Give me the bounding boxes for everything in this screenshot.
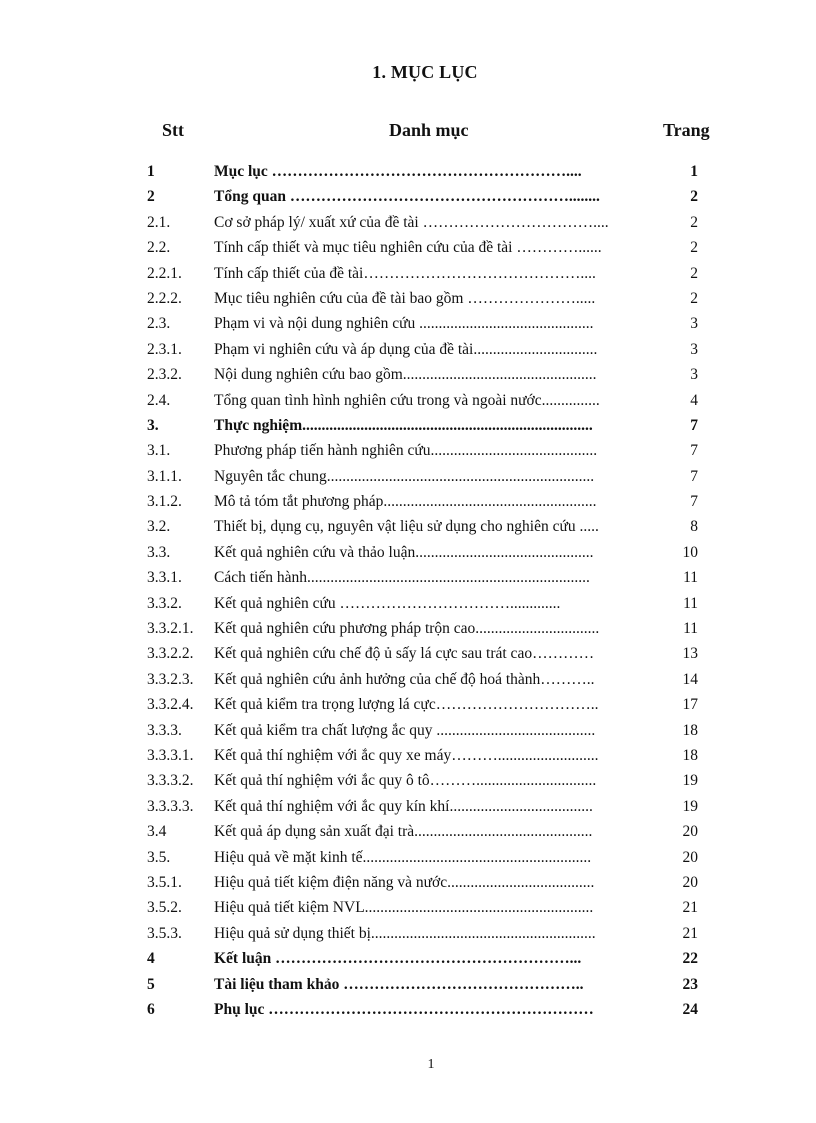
toc-entry-number: 3.5.3. [147, 924, 182, 942]
toc-entry-title: Phụ lục ……………………………………………………… [214, 1000, 594, 1018]
toc-entry [0, 845, 816, 870]
toc-entry-title: Thiết bị, dụng cụ, nguyên vật liệu sử dụng cho nghiên cứu ..... [214, 518, 599, 536]
toc-entry [0, 438, 816, 463]
header-danh-muc: Danh mục [389, 120, 469, 140]
toc-entry-number: 2.3.2. [147, 366, 182, 384]
toc-entry-page: 14 [682, 670, 698, 688]
toc-entry [0, 616, 816, 641]
toc-entry [0, 921, 816, 946]
toc-entry-number: 3.3.2.1. [147, 620, 194, 638]
toc-entry [0, 286, 816, 311]
toc-entry-title: Hiệu quả sử dụng thiết bị.......................................................... [214, 924, 596, 942]
toc-entry-title: Cơ sở pháp lý/ xuất xứ của đề tài …………………………….... [214, 213, 609, 231]
toc-entry [0, 946, 816, 971]
toc-entry-title: Kết quả áp dụng sản xuất đại trà.............................................. [214, 823, 593, 841]
toc-entry-title: Nội dung nghiên cứu bao gồm.................................................. [214, 366, 597, 384]
toc-entry [0, 692, 816, 717]
toc-entry-page: 3 [690, 315, 698, 333]
toc-entry-page: 2 [690, 264, 698, 282]
toc-entry-title: Tính cấp thiết và mục tiêu nghiên cứu của đề tài …………...... [214, 239, 602, 257]
toc-entry [0, 641, 816, 666]
toc-entry-page: 13 [682, 645, 698, 663]
toc-entry [0, 388, 816, 413]
toc-entry-number: 2.1. [147, 213, 171, 231]
toc-entry-page: 20 [682, 873, 698, 891]
toc-entry-page: 7 [690, 442, 698, 460]
toc-entry [0, 591, 816, 616]
toc-entry-page: 11 [683, 620, 698, 638]
toc-entry-title: Kết quả nghiên cứu chế độ ủ sấy lá cực sau trát cao………… [214, 645, 595, 663]
toc-entry-title: Tổng quan tình hình nghiên cứu trong và ngoài nước............... [214, 391, 600, 409]
toc-entry [0, 819, 816, 844]
toc-entry [0, 261, 816, 286]
toc-entry-page: 20 [682, 848, 698, 866]
toc-entry-number: 6 [147, 1000, 155, 1018]
toc-entry [0, 362, 816, 387]
toc-entry-number: 3.5. [147, 848, 171, 866]
toc-entry-number: 1 [147, 163, 155, 180]
toc-entry-title: Phương pháp tiến hành nghiên cứu........................................... [214, 442, 598, 460]
toc-entry [0, 895, 816, 920]
toc-entry-title: Hiệu quả tiết kiệm điện năng và nước...................................... [214, 873, 595, 891]
toc-entry [0, 159, 816, 184]
toc-entry [0, 311, 816, 336]
toc-entry [0, 337, 816, 362]
toc-entry-number: 3.2. [147, 518, 171, 536]
toc-entry-page: 18 [682, 721, 698, 739]
toc-entry-title: Kết luận …………………………………………………... [214, 950, 582, 968]
toc-entry-number: 5 [147, 975, 155, 993]
toc-entry-page: 1 [690, 163, 698, 180]
toc-entry-page: 11 [683, 594, 698, 612]
toc-entry [0, 413, 816, 438]
toc-entry-page: 3 [690, 366, 698, 384]
toc-entry-title: Tổng quan ………………………………………………........ [214, 188, 600, 206]
toc-entry-page: 3 [690, 340, 698, 358]
toc-entry-page: 8 [690, 518, 698, 536]
toc-entry-page: 23 [682, 975, 698, 993]
toc-entry-number: 2.2.2. [147, 289, 182, 307]
toc-entry-page: 2 [690, 239, 698, 257]
toc-entry [0, 489, 816, 514]
toc-entry [0, 794, 816, 819]
toc-entry-page: 2 [690, 188, 698, 206]
toc-entry [0, 514, 816, 539]
toc-entry-number: 3.5.2. [147, 899, 182, 917]
toc-entry [0, 464, 816, 489]
toc-entry-page: 4 [690, 391, 698, 409]
toc-entry-number: 3.4 [147, 823, 167, 841]
toc-entry-title: Kết quả thí nghiệm với ắc quy xe máy……….......................... [214, 746, 599, 764]
page-number: 1 [427, 1057, 435, 1072]
toc-entry [0, 565, 816, 590]
toc-entry-title: Tài liệu tham khảo ……………………………………….. [214, 975, 584, 993]
toc-entry-page: 19 [682, 797, 698, 815]
toc-entry-title: Kết quả nghiên cứu phương pháp trộn cao................................ [214, 620, 600, 638]
toc-entry [0, 235, 816, 260]
toc-entry-page: 10 [682, 543, 698, 561]
toc-entry-number: 3.3.1. [147, 569, 182, 587]
toc-entry-number: 3.3.3.2. [147, 772, 194, 790]
toc-entry [0, 997, 816, 1022]
toc-entry-page: 2 [690, 213, 698, 231]
toc-entry-number: 2.2.1. [147, 264, 182, 282]
toc-entry-title: Kết quả kiểm tra chất lượng ắc quy ......................................... [214, 721, 596, 739]
toc-entry [0, 667, 816, 692]
toc-entry-number: 3.3.2. [147, 594, 182, 612]
toc-entry-page: 21 [682, 924, 698, 942]
toc-entry-page: 7 [690, 416, 698, 434]
toc-entry-page: 21 [682, 899, 698, 917]
toc-entry-title: Phạm vi và nội dung nghiên cứu ............................................. [214, 315, 594, 333]
page-title: 1. MỤC LỤC [372, 62, 478, 82]
toc-entry-number: 3.3.3.3. [147, 797, 194, 815]
toc-entry-number: 3.3. [147, 543, 171, 561]
toc-entry-page: 18 [682, 746, 698, 764]
toc-entry-title: Tính cấp thiết của đề tài…………………………………….... [214, 264, 596, 282]
toc-entry-title: Kết quả nghiên cứu ảnh hưởng của chế độ hoá thành……….. [214, 670, 595, 688]
toc-entry-page: 20 [682, 823, 698, 841]
toc-entry [0, 540, 816, 565]
toc-entry [0, 870, 816, 895]
toc-entry-title: Thực nghiệm........................................................................... [214, 416, 593, 434]
toc-entry-number: 2.4. [147, 391, 171, 409]
toc-entry-number: 3.3.3. [147, 721, 182, 739]
toc-entry-page: 19 [682, 772, 698, 790]
toc-entry-page: 22 [682, 950, 698, 968]
toc-entry-title: Kết quả thí nghiệm với ắc quy kín khí..................................... [214, 797, 593, 815]
toc-entry-page: 7 [690, 493, 698, 511]
toc-entry-title: Kết quả nghiên cứu ……………………………............. [214, 594, 561, 612]
toc-entry-number: 2.3. [147, 315, 171, 333]
toc-entry-page: 2 [690, 289, 698, 307]
toc-entry-title: Hiệu quả về mặt kinh tế........................................................... [214, 848, 592, 866]
toc-entry-title: Kết quả kiểm tra trọng lượng lá cực………………………….. [214, 696, 599, 714]
toc-entry-number: 3.1.1. [147, 467, 182, 485]
toc-entry-number: 2 [147, 188, 155, 206]
toc-entry-page: 11 [683, 569, 698, 587]
toc-entry-title: Mô tả tóm tắt phương pháp....................................................... [214, 493, 597, 511]
toc-entry-title: Cách tiến hành......................................................................... [214, 569, 590, 587]
toc-entry-number: 3.5.1. [147, 873, 182, 891]
toc-entry-title: Kết quả nghiên cứu và thảo luận.............................................. [214, 543, 594, 561]
toc-entry-title: Phạm vi nghiên cứu và áp dụng của đề tài................................ [214, 340, 598, 358]
toc-entry-number: 3.1.2. [147, 493, 182, 511]
toc-entry-number: 2.3.1. [147, 340, 182, 358]
toc-entry-title: Mục lục ………………………………………………….... [214, 163, 582, 180]
toc-entry-number: 3. [147, 416, 159, 434]
toc-entry-number: 3.3.2.2. [147, 645, 194, 663]
toc-entry-title: Hiệu quả tiết kiệm NVL........................................................... [214, 899, 594, 917]
toc-entry-title: Nguyên tắc chung..................................................................... [214, 467, 595, 485]
toc-entry [0, 210, 816, 235]
toc-entry-number: 4 [147, 950, 155, 968]
toc-entry-page: 17 [682, 696, 698, 714]
toc-entry-number: 3.3.2.3. [147, 670, 194, 688]
table-of-contents [0, 159, 816, 1022]
toc-entry [0, 743, 816, 768]
toc-entry-page: 7 [690, 467, 698, 485]
toc-entry-title: Kết quả thí nghiệm với ắc quy ô tô………............................... [214, 772, 597, 790]
toc-entry [0, 718, 816, 743]
toc-entry-number: 3.1. [147, 442, 171, 460]
toc-entry-number: 3.3.3.1. [147, 746, 194, 764]
toc-entry-title: Mục tiêu nghiên cứu của đề tài bao gồm …………………..... [214, 289, 596, 307]
toc-entry-number: 2.2. [147, 239, 171, 257]
table-header [0, 120, 816, 142]
toc-entry-number: 3.3.2.4. [147, 696, 194, 714]
header-stt: Stt [162, 120, 184, 140]
toc-entry [0, 184, 816, 209]
toc-entry [0, 972, 816, 997]
header-trang: Trang [663, 120, 710, 140]
toc-entry [0, 768, 816, 793]
toc-entry-page: 24 [682, 1000, 698, 1018]
